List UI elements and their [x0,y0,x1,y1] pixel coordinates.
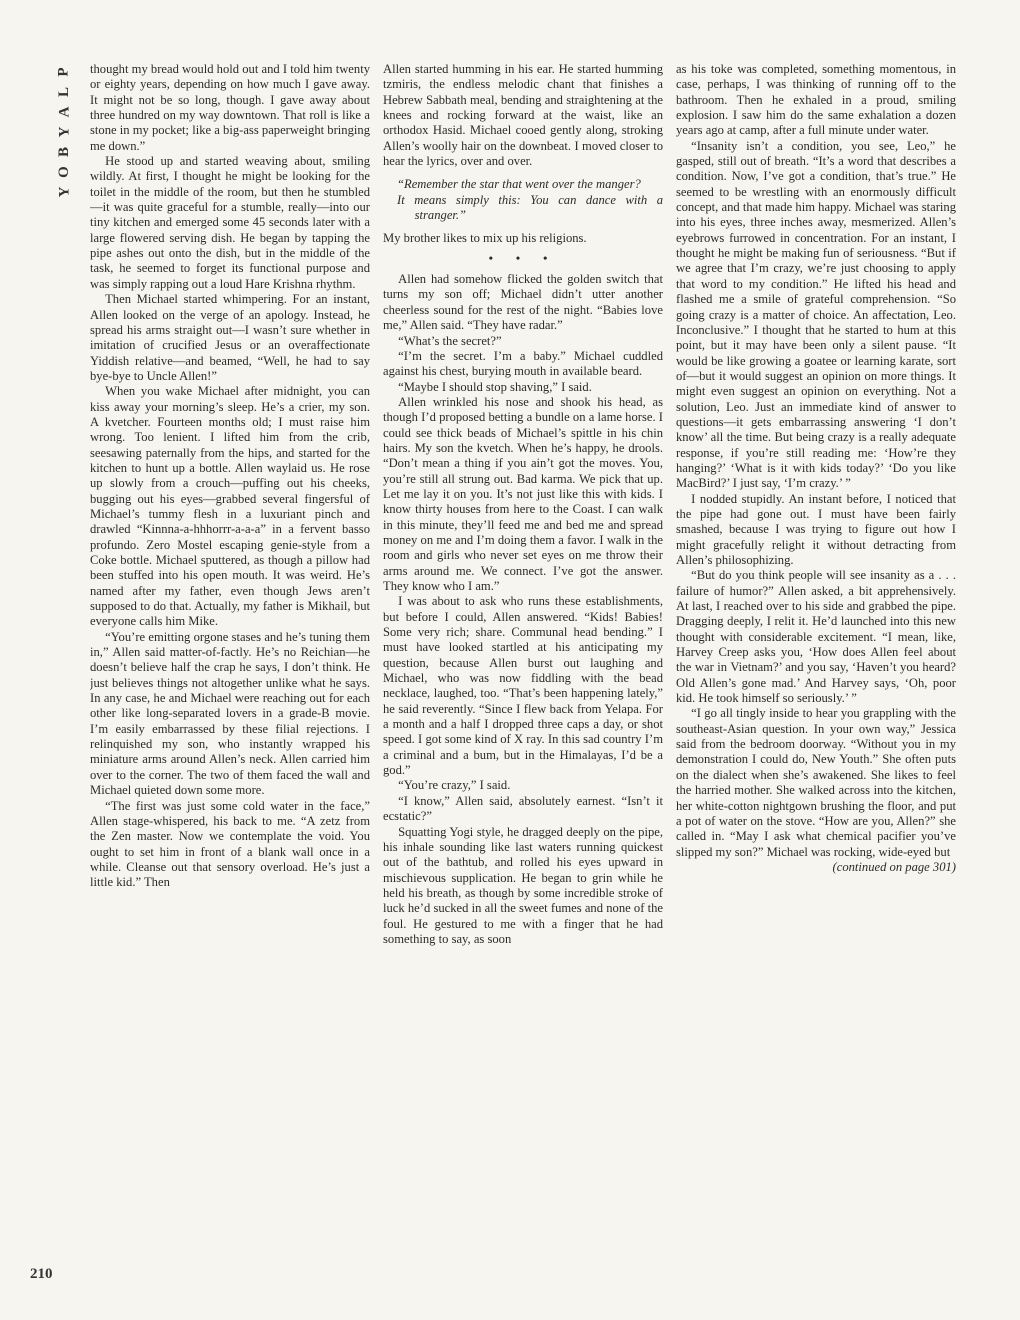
paragraph: “I go all tingly inside to hear you grappling with the southeast-Asian question. In your own way,” Jessica said from the bedroom doorway. “Without you in my demonstration I could do, New Youth.” She often puts on the dialect when she’s awakened. She likes to feel the harried mother. She walked across into the kitchen, her white-cotton nightgown brushing the floor, and put a pot of water on the stove. “How are you, Allen?” she called in. “May I ask what chemical pacifier you’ve slipped my son?” Michael was rocking, wide-eyed but [676,706,956,859]
continued-notice: (continued on page 301) [832,859,956,874]
paragraph: I nodded stupidly. An instant before, I noticed that the pipe had gone out. I must have been fairly smashed, because I was trying to figure out how I might gracefully relight it without detracting from Allen’s philosophizing. [676,491,956,567]
section-break: • • • [488,250,558,265]
paragraph: Allen started humming in his ear. He started humming tzmiris, the endless melodic chant that finishes a Hebrew Sabbath meal, bending and straightening at the knees and rocking forward at the waist, like an orthodox Hasid. Michael cooed gently along, stroking Allen’s woolly hair on the downbeat. I moved closer to hear the lyrics, over and over. [383,62,663,169]
text-column-3 [676,62,956,1302]
paragraph: My brother likes to mix up his religions. [383,231,587,246]
verse-line: It means simply this: You can dance with a stranger.” [397,192,663,223]
running-head-letter: Y [56,186,72,198]
paragraph: He stood up and started weaving about, smiling wildly. At first, I thought he might be looking for the toilet in the middle of the room, but then he stumbled—it was quite graceful for a stumble, really—into our tiny kitchen and emerged some 45 seconds later with a large flowered serving dish. He began by tapping the pipe ashes out onto the dish, but in the middle of the task, he seemed to forget its functional purpose and was simply rapping out a loud Hare Krishna rhythm. [90,154,370,291]
verse-line: “Remember the star that went over the manger? [397,177,641,192]
paragraph: “Insanity isn’t a condition, you see, Leo,” he gasped, still out of breath. “It’s a word that describes a condition. Now, I’ve got a condition, that’s true.” He seemed to be wrestling with an enormously difficult concept, and that made him happy. Michael was staring into his eyes, three inches away, mesmerized. Allen’s eyebrows furrowed in concentration. For an instant, I thought he might be making fun of seriousness. “But if we agree that I’m crazy, we’re just choosing to apply that word to my condition.” He lifted his head and flashed me a smile of grateful comprehension. “So going crazy is a matter of choice. An affectation, Leo. Inconclusive.” I thought that he started to hum at this point, but it may have been only a silent pause. “It would be like growing a goatee or learning karate, sort of—but it would suggest an opinion on more things. It might even suggest an opinion on everything. Not a solution, Leo. Just an immediate kind of answer to questions—it gets embarrassing answering ‘I don’t know’ all the time. But being crazy is a really adequate response, if you’re still reading me: ‘How’re they hanging?’ ‘What is it with kids today?’ ‘Do you like MacBird?’ I just say, ‘I’m crazy.’ ” [676,138,956,491]
song-verse [397,177,663,223]
text-column-2 [383,62,663,1302]
paragraph: Allen had somehow flicked the golden switch that turns my son off; Michael didn’t utter another cheerless sound for the rest of the night. “Babies love me,” Allen said. “They have radar.” [383,272,663,333]
running-head-letter: P [55,67,72,77]
paragraph: “The first was just some cold water in the face,” Allen stage-whispered, his back to me. “A zetz from the Zen master. Now we contemplate the void. You ought to set him in front of a blank wall once in a while. Cleanse out that sensory overload. He’s just a little kid.” Then [90,798,370,890]
paragraph: “I’m the secret. I’m a baby.” Michael cuddled against his chest, burying mouth in available beard. [383,348,663,379]
paragraph: Allen wrinkled his nose and shook his head, as though I’d proposed betting a bundle on a lame horse. I could see thick beads of Michael’s spittle in his chin hairs. My son the kvetch. When he’s happy, he drools. “Don’t mean a thing if you ain’t got the moves. You, you’re still all strung out. Bad karma. We pick that up. Let me lay it on you. It’s not just like this with kids. I know thirty houses from here to the Coast. I can walk in this minute, they’ll feed me and bed me and spread money on me and I’m doing them a favor. I walk in the room and girls who never set eyes on me throw their arms around me. We connect. I’ve got the answer. They know who I am.” [383,394,663,593]
running-head-letter: O [55,166,72,178]
paragraph: Squatting Yogi style, he dragged deeply on the pipe, his inhale sounding like last waters running quickest out of the bathtub, and rolled his eyes upward in mischievous supplication. He began to grin while he held his breath, as though by some incredible stroke of luck he’d sucked in all the sweet fumes and none of the foul. He gestured to me with a finger that he had something to say, as soon [383,824,663,946]
running-head-letter: Y [56,126,72,138]
running-head-letter: L [55,86,72,98]
paragraph: “Maybe I should stop shaving,” I said. [398,379,592,394]
paragraph: “What’s the secret?” [398,333,502,348]
paragraph: as his toke was completed, something momentous, in case, perhaps, I was thinking of running off to the bathroom. Then he exhaled in a proud, smiling explosion. I saw him do the same exhalation a dozen years ago at camp, after a full minute under water. [676,62,956,138]
paragraph: “I know,” Allen said, absolutely earnest. “Isn’t it ecstatic?” [383,793,663,824]
paragraph: “You’re crazy,” I said. [398,778,511,793]
running-head-letter: A [56,106,72,118]
page-number: 210 [30,1266,53,1282]
running-head [52,62,76,202]
paragraph: thought my bread would hold out and I told him twenty or eighty years, depending on how much I gave away. It might not be so long, though. I gave away about three hundred on my way downtown. That roll is like a stone in my pocket; like a big-ass paperweight bringing me down.” [90,62,370,153]
text-column-1 [90,62,370,1302]
paragraph: I was about to ask who runs these establishments, but before I could, Allen answered. “Kids! Babies! Some very rich; share. Communal head bending.” I must have looked startled at his anticipating my question, because Allen burst out laughing and Michael, who was now fiddling with the bead necklace, laughed, too. “That’s been happening lately,” he said reverently. “Since I flew back from Yelapa. For a month and a half I dropped three caps a day, or shot speed. I got some kind of X ray. In this sad country I’m a criminal and a bum, but in the Himalayas, I’d be a god.” [383,594,663,778]
paragraph: “You’re emitting orgone stases and he’s tuning them in,” Allen said matter-of-factly. He’s no Reichian—he doesn’t believe half the crap he says, I don’t think. He just believes things not altogether unlike what he says. In any case, he and Michael were reaching out for each other like long-separated lovers in a grade-B movie. I’m easily embarrassed by these filial rejections. I relinquished my son, who instantly wrapped his miniature arms around Allen’s neck. Allen carried him over to the corner. The two of them faced the wall and Michael quieted down some more. [90,629,370,798]
paragraph: When you wake Michael after midnight, you can kiss away your morning’s sleep. He’s a crier, my son. A kvetcher. Fourteen months old; I must raise him wrong. Too lenient. I lifted him from the crib, seesawing paternally from the hips, and started for the kitchen to hunt up a bottle. Allen waylaid us. He rose up slowly from a crouch—puffing out his cheeks, bugging out his eyes—grabbed several fingersful of Michael’s tummy flesh in a luxuriant pinch and drawled “Kinnna-a-hhhorrr-a-a-a” in a fervent basso profundo. Zero Mostel escaping genie-style from a Coke bottle. Michael sputtered, as though a pillow had been stuffed into his open mouth. It was weird. He’s named after my father, even though Jews aren’t supposed to do that. Actually, my father is Mikhail, but everyone calls him Mike. [90,384,370,629]
paragraph: “But do you think people will see insanity as a . . . failure of humor?” Allen asked, a bit apprehensively. At last, I reached over to his side and grabbed the pipe. Dragging deeply, I relit it. He’d launched into this new thought with considerable excitement. “I mean, like, Harvey Creep asks you, ‘How does Allen feel about the war in Vietnam?’ and you say, ‘Haven’t you heard? Old Allen’s gone mad.’ And Harvey says, ‘Oh, poor kid. He took himself so seriously.’ ” [676,568,956,706]
running-head-letter: B [55,146,72,158]
paragraph: Then Michael started whimpering. For an instant, Allen looked on the verge of an apology. Instead, he spread his arms straight out—I wasn’t sure whether in imitation of crucified Jesus or an overaffectionate Yiddish relative—and beamed, “Well, he had to say bye-bye to Uncle Allen!” [90,292,370,383]
